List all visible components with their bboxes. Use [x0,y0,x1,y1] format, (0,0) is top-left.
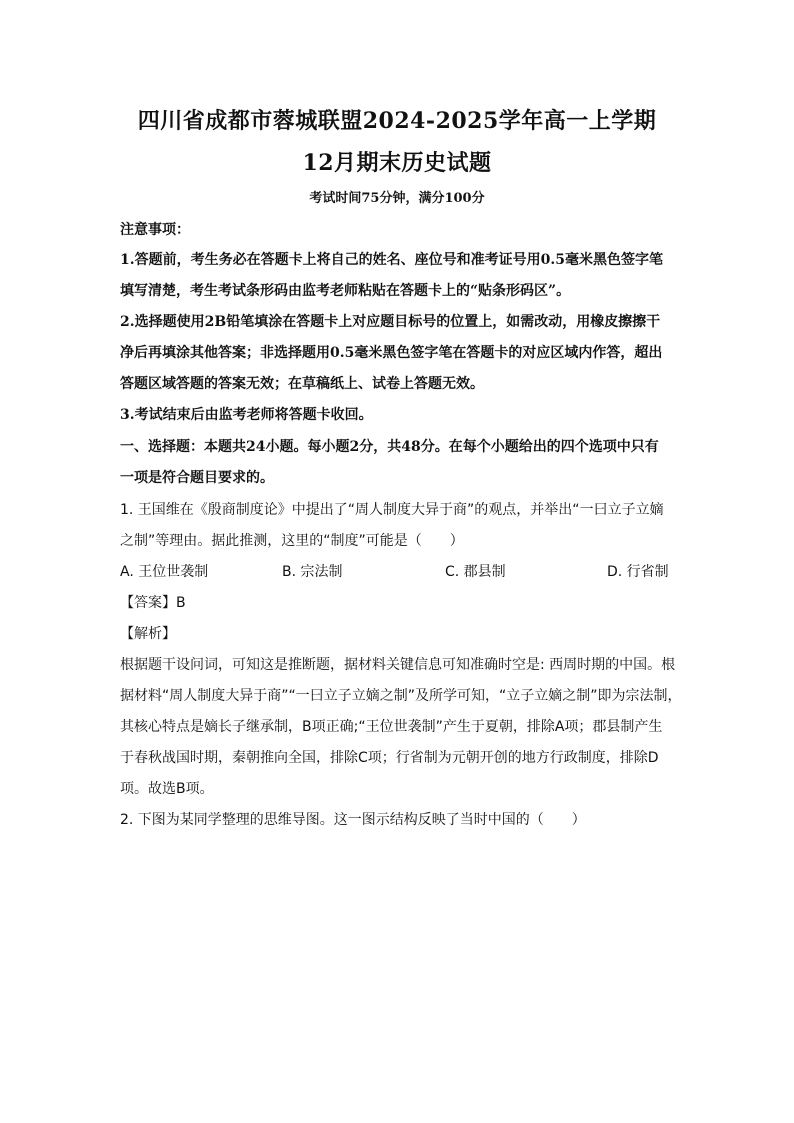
q1-analysis-line: 项。故选B项。 [120,781,214,797]
section-instructions: 一、选择题：本题共24小题。每小题2分，共48分。在每个小题给出的四个选项中只有 [120,439,659,455]
exam-title-line2: 12月期末历史试题 [302,150,492,176]
q1-analysis-heading: 【解析】 [120,626,176,642]
notes-line: 答题区域答题的答案无效；在草稿纸上、试卷上答题无效。 [120,376,484,392]
exam-time-score: 考试时间75分钟，满分100分 [309,191,485,206]
question-1-stem: 之制”等理由。据此推测，这里的“制度”可能是（ ） [120,533,464,549]
q1-option-a: A. 王位世袭制 [120,564,209,580]
question-1-stem: 1. 王国维在《殷商制度论》中提出了“周人制度大异于商”的观点，并举出“一曰立子立嫡 [120,502,664,518]
q1-analysis-line: 根据题干设问词，可知这是推断题，据材料关键信息可知准确时空是: 西周时期的中国。根 [120,657,676,673]
q1-analysis-line: 其核心特点是嫡长子继承制，B项正确;“王位世袭制”产生于夏朝，排除A项；郡县制产生 [120,719,663,735]
q1-option-d: D. 行省制 [607,564,669,580]
notes-line: 3.考试结束后由监考老师将答题卡收回。 [120,407,373,423]
q1-analysis-line: 据材料“周人制度大异于商”“一曰立子立嫡之制”及所学可知，“立子立嫡之制”即为宗法制， [120,688,682,704]
question-2-stem: 2. 下图为某同学整理的思维导图。这一图示结构反映了当时中国的（ ） [120,812,586,828]
notes-line: 净后再填涂其他答案；非选择题用0.5毫米黑色签字笔在答题卡的对应区域内作答，超出 [120,345,663,361]
q1-option-b: B. 宗法制 [282,564,343,580]
notes-line: 2.选择题使用2B铅笔填涂在答题卡上对应题目标号的位置上，如需改动，用橡皮擦擦干 [120,314,661,330]
q1-answer: 【答案】B [120,595,186,611]
q1-option-c: C. 郡县制 [445,564,506,580]
notes-heading: 注意事项： [120,222,190,238]
notes-line: 1.答题前，考生务必在答题卡上将自己的姓名、座位号和准考证号用0.5毫米黑色签字笔 [120,252,663,268]
section-instructions: 一项是符合题目要求的。 [120,470,274,486]
q1-analysis-line: 于春秋战国时期，秦朝推向全国，排除C项；行省制为元朝开创的地方行政制度，排除D [120,750,659,766]
exam-title-line1: 四川省成都市蓉城联盟2024-2025学年高一上学期 [137,108,657,134]
notes-line: 填写清楚，考生考试条形码由监考老师粘贴在答题卡上的“贴条形码区”。 [120,283,571,299]
